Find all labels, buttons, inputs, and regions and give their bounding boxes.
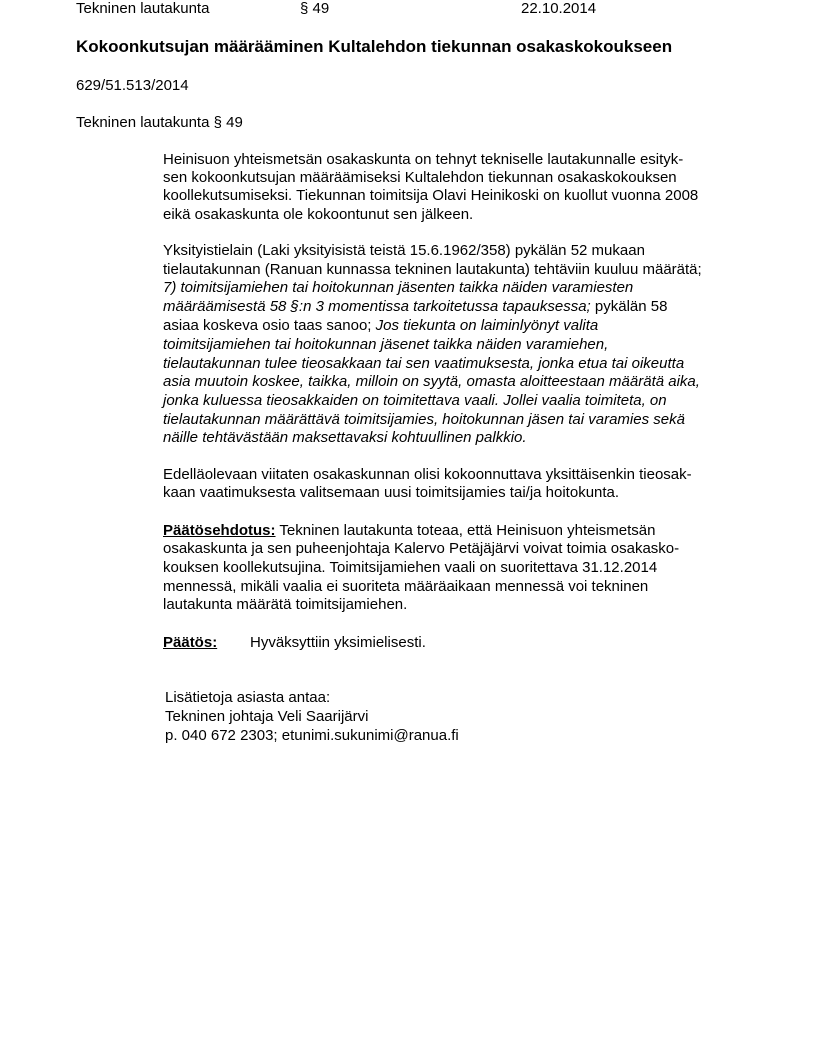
text-segment: osakaskunta ja sen puheenjohtaja Kalervo Petäjäjärvi voivat toimia osakasko- (163, 540, 680, 557)
text-segment: tielautakunnan määrättävä toimitsijamies, hoitokunnan jäsen tai varamies sekä (163, 411, 685, 428)
text-segment: Tekninen lautakunta toteaa, että Heinisuon yhteismetsän (275, 522, 656, 539)
text-segment: 7) toimitsijamiehen tai hoitokunnan jäsenten taikka näiden varamiesten (163, 279, 634, 296)
body-line (163, 540, 679, 558)
body-line (163, 484, 619, 502)
text-segment: kouksen koollekutsujina. Toimitsijamiehen vaali on suoritettava 31.12.2014 (163, 559, 658, 576)
body-line (163, 279, 633, 297)
text-segment: eikä osakaskunta ole kokoontunut sen jälkeen. (163, 206, 474, 223)
text-segment: asia muutoin koskee, taikka, milloin on syytä, omasta aloitteestaan määrätä aika, (163, 373, 700, 390)
body-line (163, 336, 608, 354)
text-segment: Jos tiekunta on laiminlyönyt valita (375, 317, 599, 334)
document-title: Kokoonkutsujan määrääminen Kultalehdon tiekunnan osakaskokoukseen (76, 37, 673, 56)
body-line (163, 151, 683, 169)
header-committee: Tekninen lautakunta (76, 0, 210, 17)
decision (163, 634, 217, 652)
text-segment: sen kokoonkutsujan määräämiseksi Kultalehdon tiekunnan osakaskokouksen (163, 169, 677, 186)
body-line (163, 317, 598, 335)
text-segment: pykälän 58 (590, 298, 668, 315)
body-line (163, 373, 700, 391)
body-line (163, 298, 667, 316)
header-section: § 49 (300, 0, 330, 17)
text-segment: jonka kuluessa tieosakkaiden on toimitettava vaali. Jollei vaalia toimiteta, on (163, 392, 667, 409)
body-line (163, 187, 698, 205)
header-date: 22.10.2014 (521, 0, 597, 17)
record-number: 629/51.513/2014 (76, 77, 189, 94)
body-line (163, 392, 667, 410)
subheading: Tekninen lautakunta § 49 (76, 114, 243, 131)
text-segment: Heinisuon yhteismetsän osakaskunta on tehnyt tekniselle lautakunnalle esityk- (163, 151, 684, 168)
body-line (163, 261, 702, 279)
decision-label: Päätös: (163, 634, 218, 651)
body-line (163, 355, 684, 373)
text-segment: mennessä, mikäli vaalia ei suoriteta määräaikaan mennessä voi tekninen (163, 578, 649, 595)
text-segment: Edelläolevaan viitaten osakaskunnan olisi kokoonnuttava yksittäisenkin tieosak- (163, 466, 692, 483)
contact-line: Lisätietoja asiasta antaa: (165, 689, 331, 706)
body-line (163, 559, 657, 577)
contact-line: Tekninen johtaja Veli Saarijärvi (165, 708, 369, 725)
text-segment: määräämisestä 58 §:n 3 momentissa tarkoitetussa tapauksessa; (163, 298, 591, 315)
body-line (163, 466, 692, 484)
body-line (163, 169, 677, 187)
body-line (163, 578, 648, 596)
text-segment: kaan vaatimuksesta valitsemaan uusi toimitsijamies tai/ja hoitokunta. (163, 484, 620, 501)
text-segment: asiaa koskeva osio taas sanoo; (163, 317, 376, 334)
text-segment: lautakunta määrätä toimitsijamiehen. (163, 596, 408, 613)
text-segment: Yksityistielain (Laki yksityisistä teistä 15.6.1962/358) pykälän 52 mukaan (163, 242, 645, 259)
proposal-label: Päätösehdotus: (163, 522, 276, 539)
text-segment: koollekutsumiseksi. Tiekunnan toimitsija Olavi Heinikoski on kuollut vuonna 2008 (163, 187, 699, 204)
decision-text: Hyväksyttiin yksimielisesti. (250, 634, 426, 651)
contact-line: p. 040 672 2303; etunimi.sukunimi@ranua.fi (165, 727, 459, 744)
body-line (163, 242, 645, 260)
text-segment: tielautakunnan tulee tieosakkaan tai sen vaatimuksesta, jonka etua tai oikeutta (163, 355, 685, 372)
text-segment: tielautakunnan (Ranuan kunnassa tekninen lautakunta) tehtäviin kuuluu määrätä; (163, 261, 702, 278)
body-line (163, 596, 407, 614)
body-line (163, 429, 527, 447)
body-line (163, 522, 656, 540)
text-segment: toimitsijamiehen tai hoitokunnan jäsenet taikka näiden varamiehen, (163, 336, 609, 353)
body-line (163, 206, 473, 224)
body-line (163, 411, 685, 429)
text-segment: näille tehtävästään maksettavaksi kohtuullinen palkkio. (163, 429, 527, 446)
